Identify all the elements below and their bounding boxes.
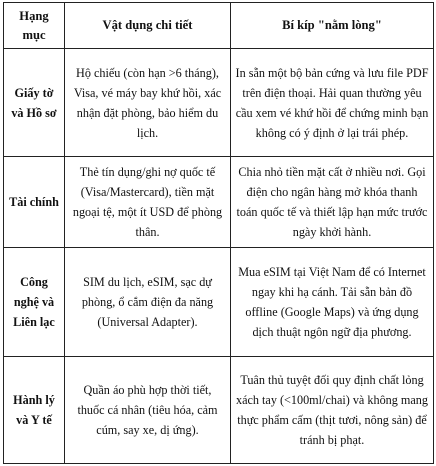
row-category: Giấy tờ và Hồ sơ [4,49,65,157]
row-tip: In sẵn một bộ bản cứng và lưu file PDF trên điện thoại. Hải quan thường yêu cầu xem vé khứ hồi để chứng minh bạn không có ý định ở lại trái phép. [231,49,434,157]
header-items: Vật dụng chi tiết [65,3,231,49]
table-row [4,357,434,464]
table-row [4,49,434,157]
row-category: Công nghệ và Liên lạc [4,248,65,357]
table-row [4,248,434,357]
row-items: Quần áo phù hợp thời tiết, thuốc cá nhân (tiêu hóa, cảm cúm, say xe, dị ứng). [65,357,231,464]
row-tip: Tuân thủ tuyệt đối quy định chất lỏng xách tay (<100ml/chai) và không mang thực phẩm cấm (thịt tươi, nông sản) để tránh bị phạt. [231,357,434,464]
table-row [4,157,434,248]
row-tip: Mua eSIM tại Việt Nam để có Internet ngay khi hạ cánh. Tải sẵn bản đồ offline (Google Maps) và ứng dụng dịch thuật ngôn ngữ địa phương. [231,248,434,357]
row-category: Hành lý và Y tế [4,357,65,464]
header-category: Hạng mục [4,3,65,49]
travel-checklist-table [3,2,434,464]
header-tips: Bí kíp "nằm lòng" [231,3,434,49]
row-tip: Chia nhỏ tiền mặt cất ở nhiều nơi. Gọi điện cho ngân hàng mở khóa thanh toán quốc tế và thiết lập hạn mức trước ngày khởi hành. [231,157,434,248]
row-category: Tài chính [4,157,65,248]
row-items: Thẻ tín dụng/ghi nợ quốc tế (Visa/Mastercard), tiền mặt ngoại tệ, một ít USD để phòng thân. [65,157,231,248]
row-items: SIM du lịch, eSIM, sạc dự phòng, ổ cắm điện đa năng (Universal Adapter). [65,248,231,357]
row-items: Hộ chiếu (còn hạn >6 tháng), Visa, vé máy bay khứ hồi, xác nhận đặt phòng, bảo hiểm du lịch. [65,49,231,157]
table-header-row [4,3,434,49]
